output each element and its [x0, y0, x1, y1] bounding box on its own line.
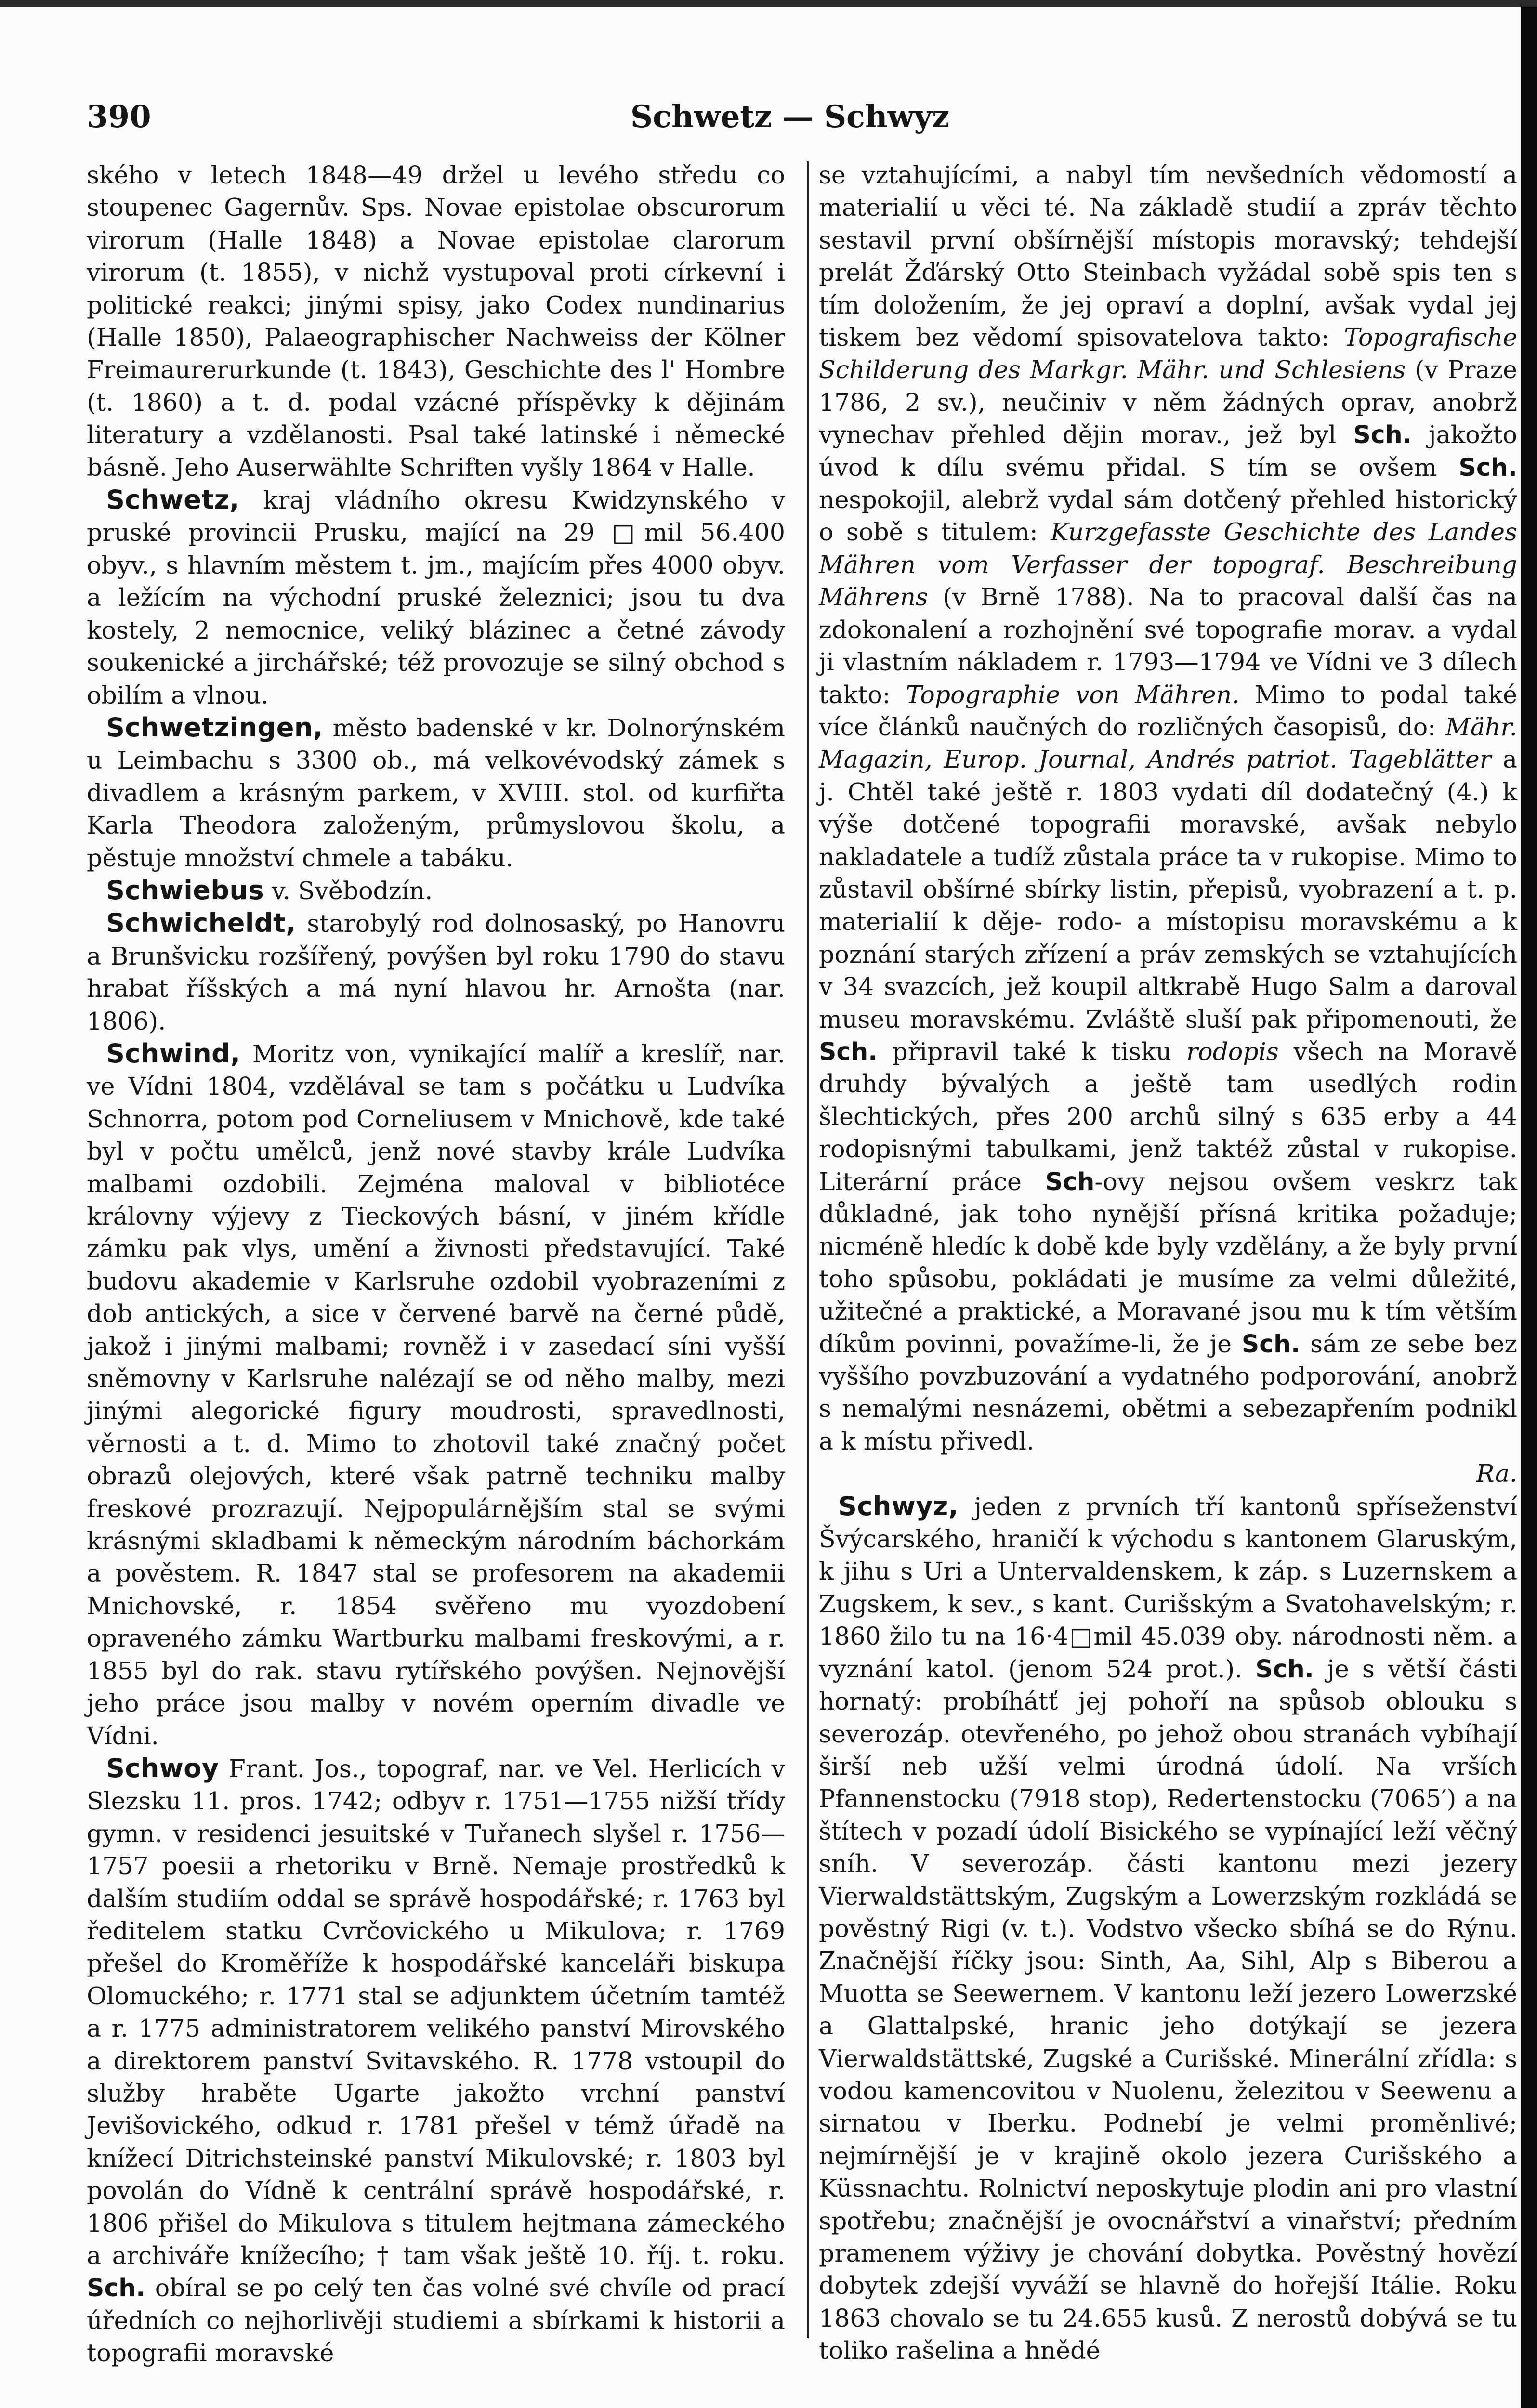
entry-abbrev-ref: Sch: [1045, 1167, 1095, 1196]
entry-body: starobylý rod dolnosaský, po Hanovru a Brunšvicku rozšířený, povýšen byl roku 1790 do stavu hrabat říšských a má nyní hlavou hr. Arnošta (nar. 1806).: [87, 909, 785, 1035]
entry-schwoy-cont: se vztahujícími, a nabyl tím nevšedních vědomostí a materialií u věci té. Na základě studií a zpráv těchto sestavil první obšírnější místopis moravský; tehdejší prelát Žďárský Otto Steinbach vyžádal sobě spis ten s tím doložením, že jej opraví a doplní, avšak vydal jej tiskem bez vědomí spisovatelova takto: Topografische Schilderung des Markgr. Mähr. und Schlesiens (v Praze 1786, 2 sv.), neučiniv v něm žádných oprav, anobrž vynechav přehled dějin morav., jež byl Sch. jakožto úvod k dílu svému přidal. S tím se ovšem Sch. nespokojil, alebrž vydal sám dotčený přehled historický o sobě s titulem: Kurzgefasste Geschichte des Landes Mähren vom Verfasser der topograf. Beschreibung Mährens (v Brně 1788). Na to pracoval další čas na zdokonalení a rozhojnění své topografie morav. a vydal ji vlastním nákladem r. 1793—1794 ve Vídni ve 3 dílech takto: Topographie von Mähren. Mimo to podal také více článků naučných do rozličných časopisů, do: Mähr. Magazin, Europ. Journal, Andrés patriot. Tageblätter a j. Chtěl také ještě r. 1803 vydati díl dodatečný (4.) k výše dotčené topografii moravské, avšak nebylo nakladatele a tudíž zůstala práce ta v rukopise. Mimo to zůstavil obšírné sbírky listin, přepisů, vyobrazení a t. p. materialií k děje- rodo- a místopisu moravskému a k poznání starých zřízení a práv zemských se vztahujících v 34 svazcích, jež koupil altkrabě Hugo Salm a daroval museu moravskému. Zvláště sluší pak připomenouti, že Sch. připravil také k tisku rodopis všech na Moravě druhdy bývalých a ještě tam usedlých rodin šlechtických, přes 200 archů silný s 635 erby a 44 rodopisnými tabulkami, jenž taktéž zůstal v rukopise. Literární práce Sch-ovy nejsou ovšem veskrz tak důkladné, jak toho nynější přísná kritika požaduje; nicméně hledíc k době kde byly vzdělány, a že byly první toho spůsobu, pokládati je musíme za velmi důležité, užitečné a praktické, a Moravané jsou mu k tím větším díkům povinni, považíme-li, že je Sch. sám ze sebe bez vyššího povzbuzování a vydatného podporování, anobrž s nemalými nesnázemi, obětmi a sebezapřením podnikl a k místu přivedl. Ra.: [819, 159, 1517, 1490]
entry-headword: Schwyz,: [838, 1491, 959, 1521]
entry-schwyz: [819, 1490, 1517, 2367]
book-title: Topographie von Mähren.: [906, 680, 1240, 709]
work-title: rodopis: [1186, 1037, 1279, 1066]
entry-body: Frant. Jos., topograf, nar. ve Vel. Herlicích v Slezsku 11. pros. 1742; odbyv r. 1751—1755 nižší třídy gymn. v residenci jesuitské v Tuřanech slyšel r. 1756—1757 poesii a rhetoriku v Brně. Nemaje prostředků k dalším studiím oddal se správě hospodářské; r. 1763 byl ředitelem statku Cvrčovického u Mikulova; r. 1769 přešel do Kroměříže k hospodářské kanceláři biskupa Olomuckého; r. 1771 stal se adjunktem účetním tamtéž a r. 1775 administratorem velikého panství Mirovského a direktorem panství Svitavského. R. 1778 vstoupil do služby hraběte Ugarte jakožto vrchní panství Jevišovického, odkud r. 1781 přešel v témž úřadě na knížecí Ditrichsteinské panství Mikulovské; r. 1803 byl povolán do Vídně k centrální správě hospodářské, r. 1806 přišel do Mikulova s titulem hejtmana zámeckého a archiváře knížecího; † tam však ještě 10. říj. t. roku.: [87, 1754, 785, 2270]
entry-abbrev-ref: Sch.: [87, 2274, 145, 2303]
entry-headword: Schwetzingen,: [106, 712, 323, 743]
page-header: [87, 99, 1493, 137]
running-head: Schwetz — Schwyz: [630, 99, 950, 135]
entry-body: Moritz von, vynikající malíř a kreslíř, nar. ve Vídni 1804, vzdělával se tam s počátku u Ludvíka Schnorra, potom pod Corneliusem v Mnichově, kde také byl v počtu umělců, jenž nové stavby krále Ludvíka malbami ozdobili. Zejména maloval v bibliotéce královny výjevy z Tieckových básní, v jiném křídle zámku pak vlys, umění a živnosti představující. Také budovu akademie v Karlsruhe ozdobil vyobrazeními z dob antických, a sice v červené barvě na černé půdě, jakož i jinými malbami; rovněž i v zasedací síni vyšší sněmovny v Karlsruhe nalézají se od něho malby, mezi jinými alegorické figury moudrosti, spravedlnosti, věrnosti a t. d. Mimo to zhotovil také značný počet obrazů olejových, které však patrně techniku malby freskové prozrazují. Nejpopulárnějším stal se svými krásnými skladbami k německým národním báchorkám a pověstem. R. 1847 stal se profesorem na akademii Mnichovské, r. 1854 svěřeno mu vyozdobení opraveného zámku Wartburku malbami freskovými, a r. 1855 byl do rak. stavu rytířského povýšen. Nejnovější jeho práce jsou malby v novém operním divadle ve Vídni.: [87, 1039, 785, 1750]
entry-abbrev-ref: Sch.: [1241, 1329, 1301, 1358]
entry-body: jeden z prvních tří kantonů spříseženství Švýcarského, hraničí k východu s kantonem Glaruským, k jihu s Uri a Untervaldenskem, k záp. s Luzernskem a Zugskem, k sev., s kant. Curišským a Svatohavelským; r. 1860 žilo tu na 16·4□mil 45.039 oby. národnosti něm. a vyznání katol. (jenom 524 prot.).: [819, 1492, 1517, 1683]
entry-abbrev-ref: Sch.: [1458, 453, 1517, 482]
entry-schwicheldt: [87, 907, 785, 1037]
book-title: Topografische Schilderung des Markgr. Mähr. und Schlesiens: [819, 323, 1517, 384]
entry-body-cont: je s větší části hornatý: probíhátť jej pohoří na spůsob oblouku s severozáp. otevřeného, po jehož obou stranách vybíhají širší neb užší velmi úrodná údolí. Na vrších Pfannenstocku (7918 stop), Redertenstocku (7065′) a na štítech v pozadí údolí Bisického se vypínající leží věčný sníh. V severozáp. části kantonu mezi jezery Vierwaldstättským, Zugským a Lowerzským rozkládá se pověstný Rigi (v. t.). Vodstvo všecko sbíhá se do Rýnu. Značnější říčky jsou: Sinth, Aa, Sihl, Alp s Biberou a Muotta se Seewernem. V kantonu leží jezero Lowerzské a Glattalpské, hranic jeho dotýkají se jezera Vierwaldstättské, Zugské a Curišské. Minerální zřídla: s vodou kamencovitou v Nuolenu, železitou v Seewenu a sirnatou v Iberku. Podnebí je velmi proměnlivé; nejmírnější je v krajině okolo jezera Curišského a Küssnachtu. Rolnictví neposkytuje plodin ani pro vlastní spotřebu; značnější je ovocnářství a vinařství; předním pramenem výživy je chování dobytka. Pověstný hovězí dobytek zdejší vyváží se hlavně do hořejší Itálie. Roku 1863 chovalo se tu 24.655 kusů. Z nerostů dobývá se tu toliko rašelina a hnědé: [819, 1654, 1517, 2365]
page-number: 390: [87, 99, 151, 135]
entry-schwetz: [87, 484, 785, 711]
entry-headword: Schwiebus: [106, 875, 264, 905]
left-column: [87, 159, 785, 2369]
entry-abbrev-ref: Sch.: [1353, 420, 1412, 449]
entry-body: město badenské v kr. Dolnorýnském u Leimbachu s 3300 ob., má velkovévodský zámek s divadlem a krásným parkem, v XVIII. stol. od kurfiřta Karla Theodora založeným, průmyslovou školu, a pěstuje množství chmele a tabáku.: [87, 713, 785, 872]
entry-schwetzingen: [87, 711, 785, 874]
entry-abbrev-ref: Sch.: [819, 1037, 878, 1066]
book-title: Kurzgefasste Geschichte des Landes Mähren vom Verfasser der topograf. Beschreibung Mährens: [819, 518, 1517, 612]
author-signature: Ra.: [1476, 1459, 1517, 1488]
entry-abbrev-ref: Sch.: [1255, 1654, 1314, 1683]
entry-body: v. Svěbodzín.: [264, 876, 433, 905]
entry-headword: Schwind,: [106, 1038, 241, 1069]
entry-continuation: ského v letech 1848—49 držel u levého středu co stoupenec Gagernův. Sps. Novae epistolae obscurorum virorum (Halle 1848) a Novae epistolae clarorum virorum (t. 1855), v nichž vystupoval proti církevní i politické reakci; jinými spisy, jako Codex nundinarius (Halle 1850), Palaeographischer Nachweiss der Kölner Freimaurerurkunde (t. 1843), Geschichte des l' Hombre (t. 1860) a t. d. podal vzácné příspěvky k dějinám literatury a vzdělanosti. Psal také latinské i německé básně. Jeho Auserwählte Schriften vyšly 1864 v Halle.: [87, 161, 785, 482]
entry-schwoy: [87, 1752, 785, 2369]
entry-headword: Schwicheldt,: [106, 908, 296, 939]
entry-body: kraj vládního okresu Kwidzynského v pruské provincii Prusku, mající na 29 □mil 56.400 obyv., s hlavním městem t. jm., majícím přes 4000 obyv. a ležícím na východní pruské železnici; jsou tu dva kostely, 2 nemocnice, veliký blázinec a četné závody soukenické a jirchářské; též provozuje se silný obchod s obilím a vlnou.: [87, 486, 785, 709]
entry-body-cont: obíral se po celý ten čas volné své chvíle od prací úředních co nejhorlivěji studiemi a sbírkami k historii a topografii moravské: [87, 2274, 785, 2368]
entry-schwiebus: [87, 874, 785, 907]
entry-headword: Schwetz,: [106, 484, 240, 515]
column-divider: [807, 161, 809, 2338]
scan-top-edge: [0, 0, 1537, 7]
right-column: [819, 159, 1517, 2367]
entry-schwind: [87, 1037, 785, 1752]
entry-headword: Schwoy: [106, 1753, 219, 1783]
periodical-titles: Mähr. Magazin, Europ. Journal, Andrés patriot. Tageblätter: [819, 712, 1517, 774]
